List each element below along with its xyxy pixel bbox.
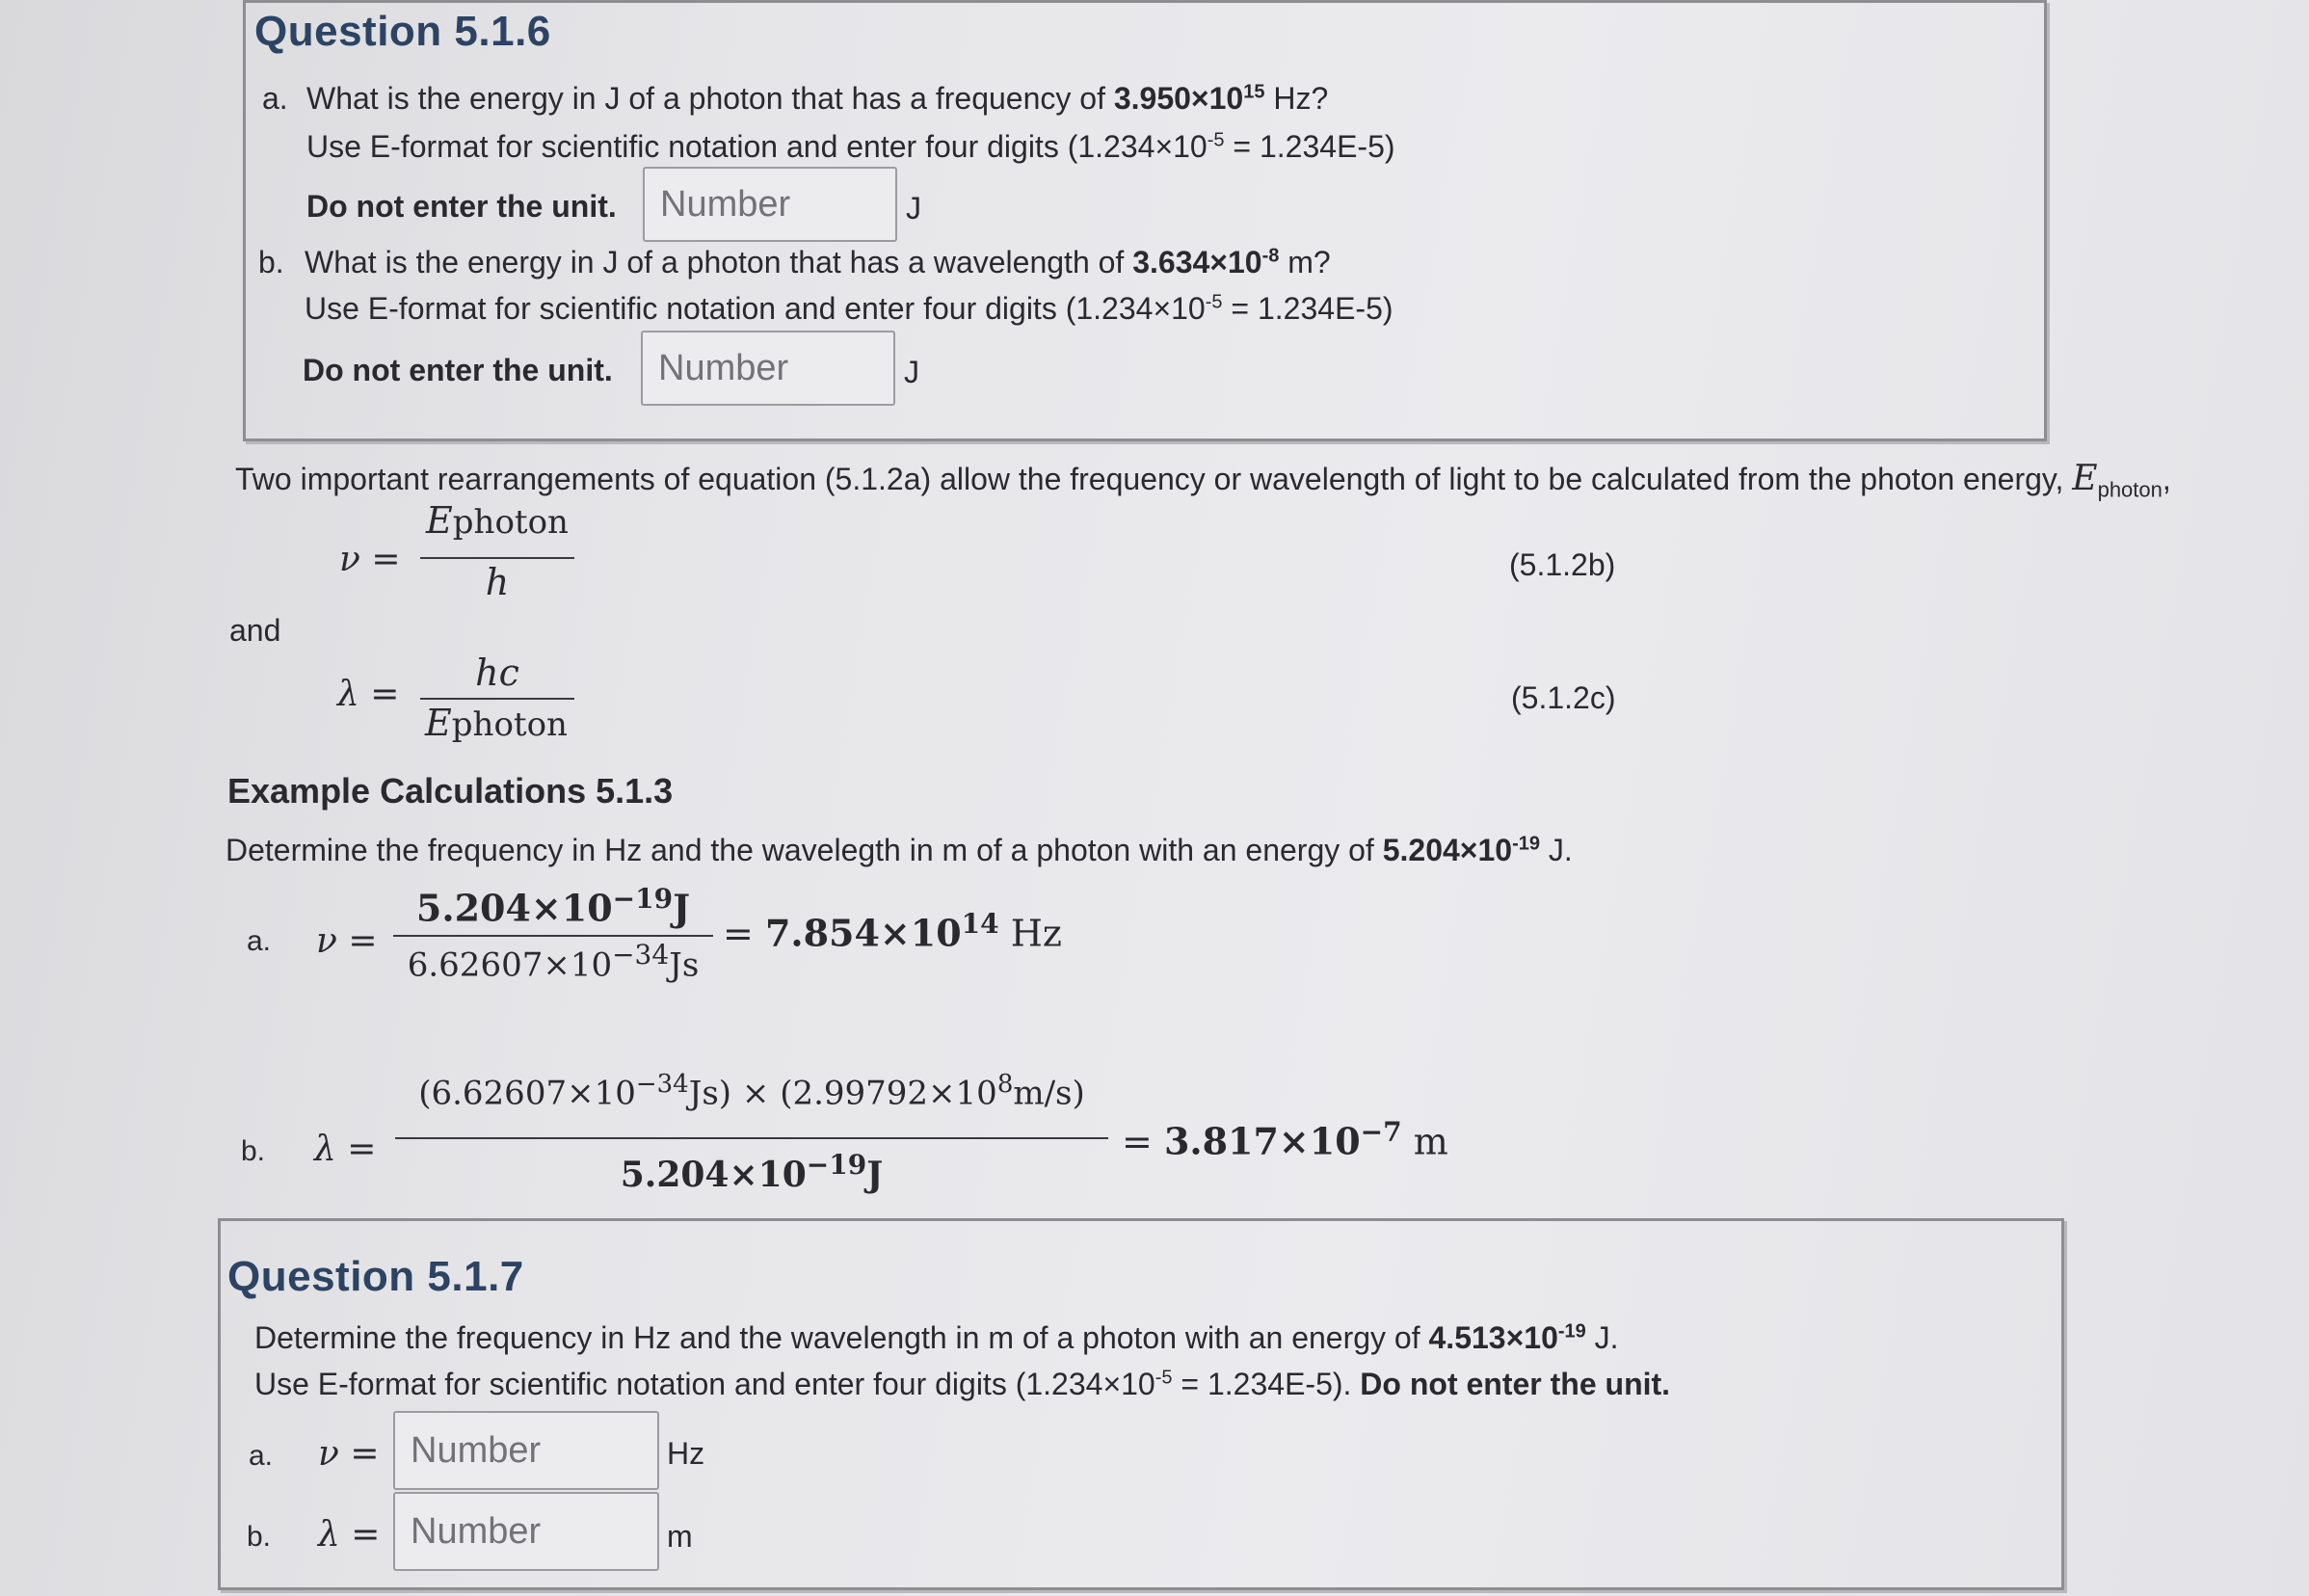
example-b-numerator: $(6.62607\times 10^{-34}Js) \times (2.99792\times 10^8m/s)$ [418,1070,1085,1113]
q517-a-unit: Hz [667,1436,705,1471]
q517-b-marker: b. [247,1521,272,1553]
example-b-marker: b. [241,1135,266,1167]
question-title: Question 5.1.6 [254,8,551,55]
example-a-fraction-bar [393,935,713,937]
eq-c-number: (5.1.2c) [1511,680,1616,715]
and-text: and [229,613,281,648]
example-b-denominator: $5.204\times 10^{-19}J$ [620,1149,884,1195]
frequency-answer-input[interactable]: Number [393,1411,659,1490]
q517-b-lhs: λ = [318,1515,381,1555]
q517-a-lhs: ν = [318,1434,380,1474]
part-b-prompt: Do not enter the unit. [303,353,613,387]
example-b-lhs: λ = [314,1130,377,1169]
question-title: Question 5.1.7 [227,1253,524,1300]
part-a-answer-input[interactable]: Number [643,167,897,242]
q517-prompt: Determine the frequency in Hz and the wavelength in m of a photon with an energy of $4.513\times 10^{-19}$ J. [254,1320,1619,1355]
part-a-instructions: Use E-format for scientific notation and enter four digits $(1.234\times 10^{-5} = 1.234E-5)$ [306,129,1395,164]
example-a-result: = $7.854\times 10^{14}$ Hz [723,908,1062,955]
part-b-instructions: Use E-format for scientific notation and enter four digits $(1.234\times 10^{-5} = 1.234E-5)$ [305,291,1393,326]
eq-b-numerator: Ephoton [426,499,569,542]
wavelength-answer-input[interactable]: Number [393,1492,659,1571]
part-a-prompt: Do not enter the unit. [306,189,617,224]
part-b-question: What is the energy in J of a photon that has a wavelength of $3.634\times 10^{-8}$ m? [305,245,1331,279]
eq-c-lhs: λ = [337,675,400,714]
part-a-unit: J [906,191,921,226]
part-b-marker: b. [258,245,284,279]
part-a-question: What is the energy in J of a photon that has a frequency of $3.950\times 10^{15}$ Hz? [306,81,1329,116]
example-title: Example Calculations 5.1.3 [227,771,674,811]
example-a-denominator: $6.62607\times 10^{-34}Js$ [407,939,700,985]
example-prompt: Determine the frequency in Hz and the wavelegth in m of a photon with an energy of $5.204\times 10^{-19}$ J. [226,833,1573,867]
part-a-marker: a. [262,81,288,116]
part-b-unit: J [904,355,919,389]
q517-a-marker: a. [249,1440,274,1472]
intro-paragraph: Two important rearrangements of equation (5.1.2a) allow the frequency or wavelength of light to be calculated from the photon energy, $E_{photon}$, [235,459,2171,502]
example-b-fraction-bar [395,1137,1108,1139]
eq-b-number: (5.1.2b) [1509,547,1616,582]
example-a-numerator: $5.204\times 10^{-19}J$ [415,883,691,930]
q517-instructions: Use E-format for scientific notation and enter four digits $(1.234\times 10^{-5} = 1.234E-5)$. Do not enter the unit. [254,1367,1671,1401]
eq-c-numerator: hc [475,652,519,694]
eq-c-denominator: Ephoton [425,702,568,744]
eq-c-fraction-bar [420,698,574,700]
example-a-lhs: ν = [316,921,378,961]
example-a-marker: a. [247,925,272,957]
eq-b-fraction-bar [420,557,574,559]
eq-b-denominator: h [485,561,510,603]
example-b-result: = $3.817\times 10^{-7}$ m [1122,1116,1448,1163]
eq-b-lhs: ν = [339,540,401,579]
part-b-answer-input[interactable]: Number [641,331,895,406]
q517-b-unit: m [667,1519,693,1554]
